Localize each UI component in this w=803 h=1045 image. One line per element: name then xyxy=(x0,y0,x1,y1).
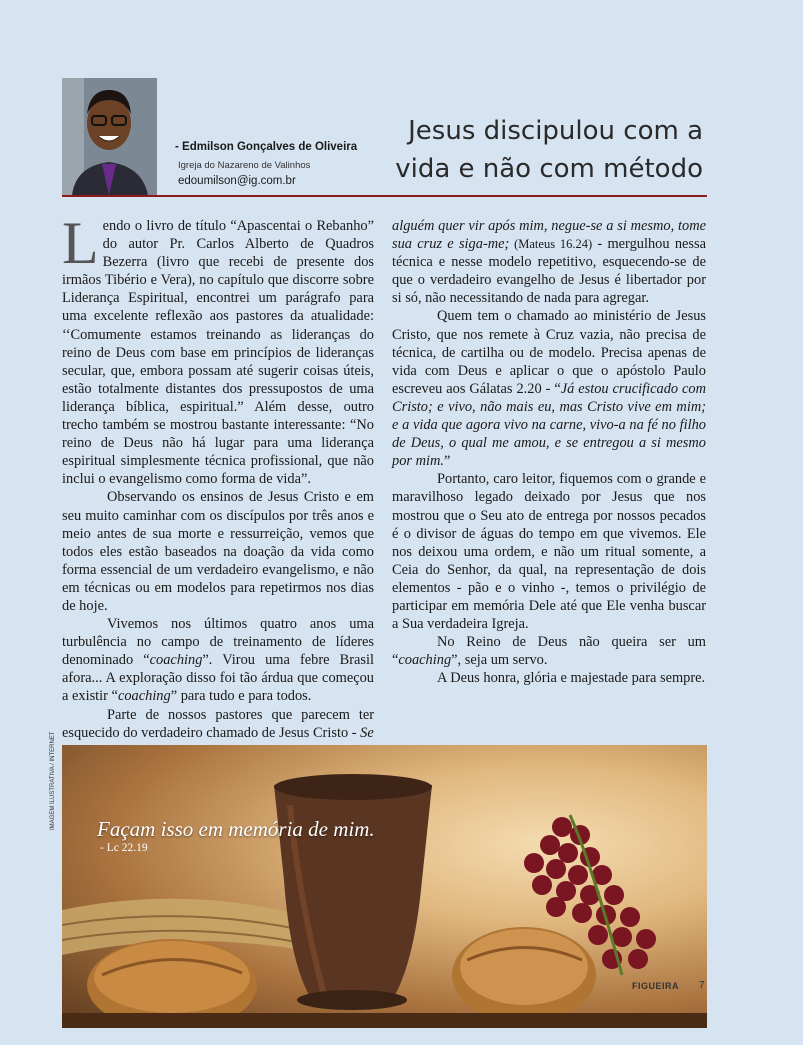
italic-term: Se xyxy=(360,724,374,741)
paragraph xyxy=(392,633,706,669)
paragraph xyxy=(392,307,706,470)
paragraph-text: Parte de nossos pastores que parecem ter esquecido do verdadeiro chamado de Jesus Cristo - xyxy=(62,706,374,741)
article-column-left xyxy=(62,210,375,742)
paragraph-text: Quem tem o chamado ao ministério de Jesus Cristo, que nos remete à Cruz vazia, não precisa de técnica, de cartilha ou de modelo. Precisa apenas de vida com Deus e aplicar o que o apóstolo Paulo escreveu aos Gálatas 2.20 - “ xyxy=(392,308,706,397)
paragraph-text: - mergulhou nessa técnica e nesse modelo repetitivo, esquecendo-se de que o verdadeiro evangelho de Jesus é libertador por si só, não necessitando de nada para agregar. xyxy=(392,236,707,307)
page-number: 7 xyxy=(699,980,705,991)
banner-quote: Façam isso em memória de mim. xyxy=(97,817,375,841)
italic-term: coaching xyxy=(149,652,203,669)
magazine-name: FIGUEIRA xyxy=(632,981,680,991)
title-rule xyxy=(62,195,707,197)
paragraph xyxy=(62,706,374,742)
paragraph xyxy=(62,615,374,705)
image-credit xyxy=(50,731,60,830)
paragraph: Portanto, caro leitor, fiquemos com o grande e maravilhoso legado deixado por Jesus que nos mostrou que o Seu ato de entrega por nossos pecados é o divisor de águas do tempo em que vivemos. Ele nos deixou uma ordem, e não um ritual somente, a Ceia do Senhor, da qual, na representação de dois elementos - pão e o vinho -, temos o privilégio de participar em memória Dele até que Ele venha buscar a Sua verdadeira Igreja. xyxy=(392,471,706,633)
paragraph-text: ”. Virou uma febre Brasil afora... A exploração disso foi tão árdua que começou a existir “ xyxy=(62,652,375,705)
italic-term: coaching xyxy=(398,652,452,669)
drop-cap: L xyxy=(62,210,99,276)
communion-image xyxy=(62,745,707,1028)
scripture-quote: Já estou crucificado com Cristo; e vivo, não mais eu, mas Cristo vive em mim; e a vida que agora vivo na carne, vivo-a na fé no filho de Deus, o qual me amou, e se entregou a si mesmo por mim. xyxy=(392,380,706,470)
communion-illustration xyxy=(62,745,707,1028)
paragraph xyxy=(62,210,374,488)
author-email: edoumilson@ig.com.br xyxy=(178,175,296,187)
banner-quote-reference: - Lc 22.19 xyxy=(100,842,148,854)
title-line-1: Jesus discipulou com a xyxy=(408,116,703,146)
paragraph xyxy=(392,217,706,307)
author-name: - Edmilson Gonçalves de Oliveira xyxy=(175,141,358,153)
article-column-right xyxy=(392,217,706,687)
paragraph-text: ”, seja um servo. xyxy=(451,652,548,669)
author-church: Igreja do Nazareno de Valinhos xyxy=(178,160,311,171)
paragraph: A Deus honra, glória e majestade para sempre. xyxy=(437,670,706,687)
paragraph-text: ” xyxy=(443,453,451,470)
paragraph-text: endo o livro de título “Apascentai o Rebanho” do autor Pr. Carlos Alberto de Quadros Bezerra (livro que recebi de presente dos irmãos Tibério e Vera), no capítulo que discorre sobre Liderança Espiritual, encontrei um parágrafo para uma excelente reflexão aos pastores da atualidade: ‘‘Comumente estamos treinando as lideranças do reino de Deus com base em princípios de lideranças secular, que, embora possam até sugerir coisas úteis, estão totalmente distantes dos pressupostos de uma liderança bíblica, espiritual.” Além desse, outro trecho também se mostrou bastante interessante: “No reino de Deus não há lugar para uma liderança espiritual simplesmente técnica profissional, que não inclui o evangelismo como forma de vida”. xyxy=(62,218,374,488)
paragraph-text: ” para tudo e para todos. xyxy=(170,688,312,705)
paragraph: Observando os ensinos de Jesus Cristo e em seu muito caminhar com os discípulos por três anos e meio antes de sua morte e ressurreição, vemos que todos eles estão baseados na doação da vida como forma essencial de um verdadeiro evangelismo, e não em técnicas ou em modelos para repetirmos nos dias de hoje. xyxy=(62,489,374,614)
article-title xyxy=(323,112,703,188)
italic-term: coaching xyxy=(117,688,171,705)
author-photo xyxy=(62,78,157,195)
image-credit-text: IMAGEM ILUSTRATIVA / INTERNET xyxy=(50,731,56,830)
paragraph-text: No Reino de Deus não queira ser um “ xyxy=(392,634,706,669)
scripture-quote: alguém quer vir após mim, negue-se a si mesmo, tome sua cruz e siga-me; xyxy=(392,218,706,253)
title-line-2: vida e não com método xyxy=(395,154,703,184)
scripture-reference: (Mateus 16.24) xyxy=(509,237,593,252)
paragraph-text: Vivemos nos últimos quatro anos uma turbulência no campo de treinamento de líderes denominado “ xyxy=(62,616,374,669)
